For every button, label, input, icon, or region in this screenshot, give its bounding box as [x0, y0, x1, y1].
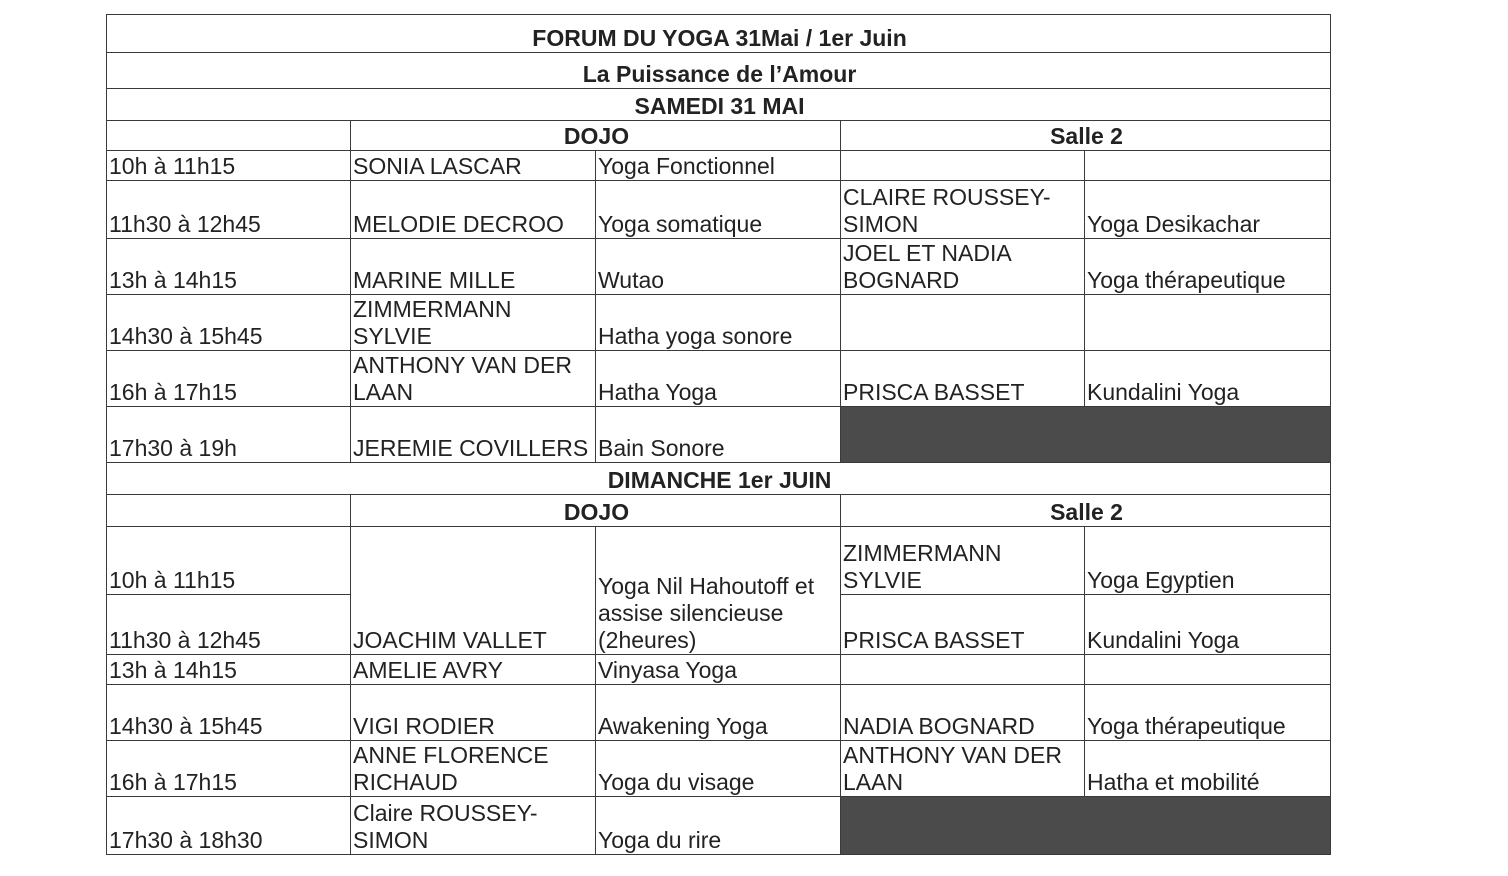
teacher-cell: PRISCA BASSET: [841, 595, 1085, 655]
schedule-table: [106, 14, 1331, 855]
time-cell: 11h30 à 12h45: [107, 181, 351, 239]
course-cell: Yoga Nil Hahoutoff et assise silencieuse (2heures): [596, 527, 841, 655]
course-cell: [1085, 655, 1331, 685]
room-header-dojo: DOJO: [351, 495, 841, 527]
time-cell: 16h à 17h15: [107, 351, 351, 407]
course-cell: Yoga du rire: [596, 797, 841, 855]
course-cell: Wutao: [596, 239, 841, 295]
table-row: [107, 407, 1331, 463]
course-cell: Hatha Yoga: [596, 351, 841, 407]
course-cell: Kundalini Yoga: [1085, 595, 1331, 655]
table-row: [107, 351, 1331, 407]
course-cell: Yoga thérapeutique: [1085, 239, 1331, 295]
course-cell: Yoga du visage: [596, 741, 841, 797]
teacher-cell: Claire ROUSSEY-SIMON: [351, 797, 596, 855]
teacher-cell: ANNE FLORENCE RICHAUD: [351, 741, 596, 797]
teacher-cell: MELODIE DECROO: [351, 181, 596, 239]
course-cell: Bain Sonore: [596, 407, 841, 463]
time-cell: 13h à 14h15: [107, 655, 351, 685]
course-cell: Hatha et mobilité: [1085, 741, 1331, 797]
subtitle-row: [107, 53, 1331, 89]
teacher-cell: VIGI RODIER: [351, 685, 596, 741]
course-cell: Kundalini Yoga: [1085, 351, 1331, 407]
teacher-cell: [841, 151, 1085, 181]
table-row: [107, 295, 1331, 351]
room-header-row: [107, 495, 1331, 527]
teacher-cell: [841, 655, 1085, 685]
course-cell: Yoga Fonctionnel: [596, 151, 841, 181]
course-cell: [1085, 295, 1331, 351]
course-cell: Yoga somatique: [596, 181, 841, 239]
room-header-salle2: Salle 2: [841, 121, 1331, 151]
course-cell: Yoga Egyptien: [1085, 527, 1331, 595]
teacher-cell: CLAIRE ROUSSEY-SIMON: [841, 181, 1085, 239]
time-cell: 13h à 14h15: [107, 239, 351, 295]
room-header-dojo: DOJO: [351, 121, 841, 151]
teacher-cell: NADIA BOGNARD: [841, 685, 1085, 741]
time-cell: 14h30 à 15h45: [107, 685, 351, 741]
teacher-cell: PRISCA BASSET: [841, 351, 1085, 407]
time-cell: 17h30 à 18h30: [107, 797, 351, 855]
course-cell: [1085, 151, 1331, 181]
table-row: [107, 151, 1331, 181]
page-title: FORUM DU YOGA 31Mai / 1er Juin: [107, 15, 1331, 53]
blocked-slot: [841, 797, 1331, 855]
time-cell: 10h à 11h15: [107, 151, 351, 181]
table-row: [107, 741, 1331, 797]
table-row: [107, 797, 1331, 855]
time-cell: 14h30 à 15h45: [107, 295, 351, 351]
table-row: [107, 181, 1331, 239]
course-cell: Yoga thérapeutique: [1085, 685, 1331, 741]
teacher-cell: SONIA LASCAR: [351, 151, 596, 181]
day-row-saturday: [107, 89, 1331, 121]
day-header-saturday: SAMEDI 31 MAI: [107, 89, 1331, 121]
teacher-cell: ZIMMERMANN SYLVIE: [351, 295, 596, 351]
teacher-cell: ZIMMERMANN SYLVIE: [841, 527, 1085, 595]
room-header-salle2: Salle 2: [841, 495, 1331, 527]
teacher-cell: ANTHONY VAN DER LAAN: [351, 351, 596, 407]
course-cell: Vinyasa Yoga: [596, 655, 841, 685]
course-cell: Hatha yoga sonore: [596, 295, 841, 351]
table-row: [107, 527, 1331, 595]
course-cell: Yoga Desikachar: [1085, 181, 1331, 239]
teacher-cell: JEREMIE COVILLERS: [351, 407, 596, 463]
table-row: [107, 655, 1331, 685]
time-header-cell: [107, 495, 351, 527]
day-header-sunday: DIMANCHE 1er JUIN: [107, 463, 1331, 495]
table-row: [107, 685, 1331, 741]
page-subtitle: La Puissance de l’Amour: [107, 53, 1331, 89]
room-header-row: [107, 121, 1331, 151]
time-cell: 10h à 11h15: [107, 527, 351, 595]
time-cell: 16h à 17h15: [107, 741, 351, 797]
teacher-cell: JOEL ET NADIA BOGNARD: [841, 239, 1085, 295]
day-row-sunday: [107, 463, 1331, 495]
time-cell: 11h30 à 12h45: [107, 595, 351, 655]
teacher-cell: ANTHONY VAN DER LAAN: [841, 741, 1085, 797]
teacher-cell: JOACHIM VALLET: [351, 527, 596, 655]
time-cell: 17h30 à 19h: [107, 407, 351, 463]
teacher-cell: [841, 295, 1085, 351]
title-row: [107, 15, 1331, 53]
teacher-cell: AMELIE AVRY: [351, 655, 596, 685]
table-row: [107, 239, 1331, 295]
teacher-cell: MARINE MILLE: [351, 239, 596, 295]
course-cell: Awakening Yoga: [596, 685, 841, 741]
blocked-slot: [841, 407, 1331, 463]
time-header-cell: [107, 121, 351, 151]
